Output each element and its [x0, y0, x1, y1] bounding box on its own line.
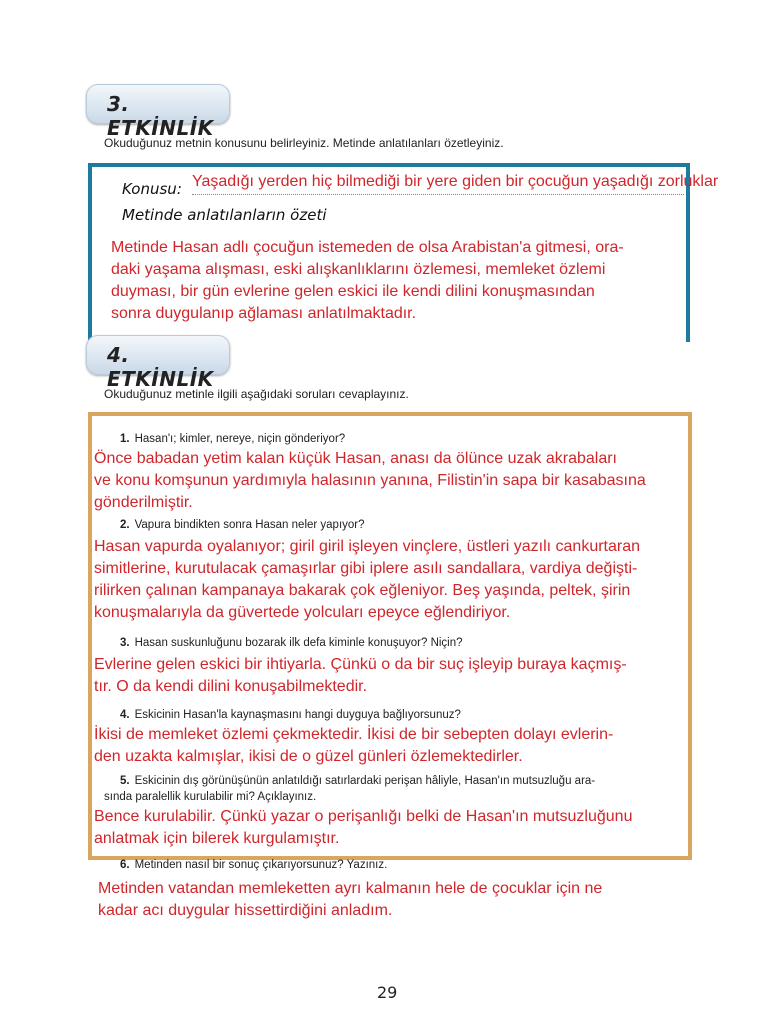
topic-answer: Yaşadığı yerden hiç bilmediği bir yere giden bir çocuğun yaşadığı zorluklar [192, 173, 719, 190]
answer-2: Hasan vapurda oyalanıyor; giril giril işleyen vinçlere, üstleri yazılı cankurtaran simitlerine, kurutulacak çamaşırlar gibi iplere asılı sandallara, vardiya değişti- rilirken çalınan kampanaya bakarak çok eğleniyor. Beş yaşında, peltek, şirin konuşmalarıyla da güvertede yolcuları epeyce eğlendiriyor. [94, 538, 641, 621]
summary-label: Metinde anlatılanların özeti [122, 206, 327, 224]
topic-label: Konusu: [122, 180, 182, 198]
summary-line: duyması, bir gün evlerine gelen eskici ile kendi dilini konuşmasından [111, 283, 595, 300]
summary-line: sonra duygulanıp ağlaması anlatılmaktadır. [111, 305, 417, 322]
answer-3: Evlerine gelen eskici bir ihtiyarla. Çünkü o da bir suç işleyip buraya kaçmış- tır. O da kendi dilini konuşabilmektedir. [94, 656, 627, 695]
question-2: 2. Vapura bindikten sonra Hasan neler yapıyor? [120, 519, 365, 531]
question-5-cont: sında paralellik kurulabilir mi? Açıklayınız. [104, 791, 317, 803]
question-6: 6. Metinden nasıl bir sonuç çıkarıyorsunuz? Yazınız. [120, 859, 388, 871]
summary-line: Metinde Hasan adlı çocuğun istemeden de olsa Arabistan'a gitmesi, ora- [111, 239, 624, 256]
answer-1: Önce babadan yetim kalan küçük Hasan, anası da ölünce uzak akrabaları ve konu komşunun yardımıyla halasının yanına, Filistin'in sapa bir kasabasına gönderilmiştir. [94, 450, 646, 511]
summary-answer [111, 237, 624, 325]
summary-line: daki yaşama alışması, eski alışkanlıklarını özlemesi, memleket özlemi [111, 261, 606, 278]
answer-5: Bence kurulabilir. Çünkü yazar o perişanlığı belki de Hasan'ın mutsuzluğunu anlatmak için bilerek kurgulamıştır. [94, 808, 633, 847]
activity-4-badge [86, 335, 230, 391]
question-3: 3. Hasan suskunluğunu bozarak ilk defa kiminle konuşuyor? Niçin? [120, 637, 463, 649]
activity-3-badge [86, 84, 230, 140]
page-number: 29 [377, 983, 398, 1002]
activity-3-instruction: Okuduğunuz metnin konusunu belirleyiniz. Metinde anlatılanları özetleyiniz. [104, 136, 504, 150]
question-5: 5. Eskicinin dış görünüşünün anlatıldığı satırlardaki perişan hâliyle, Hasan'ın mutsuzluğu ara- [120, 775, 596, 787]
answer-6: Metinden vatandan memleketten ayrı kalmanın hele de çocuklar için ne kadar acı duygular hissettirdiğini anladım. [98, 880, 603, 919]
answer-4: İkisi de memleket özlemi çekmektedir. İkisi de bir sebepten dolayı evlerin- den uzakta kalmışlar, ikisi de o güzel günleri özlemektedirler. [94, 726, 614, 765]
question-1: 1. Hasan'ı; kimler, nereye, niçin gönderiyor? [120, 433, 346, 445]
question-4: 4. Eskicinin Hasan'la kaynaşmasını hangi duyguya bağlıyorsunuz? [120, 709, 461, 721]
activity-3-title: 3. ETKİNLİK [107, 92, 214, 140]
activity-4-instruction: Okuduğunuz metinle ilgili aşağıdaki soruları cevaplayınız. [104, 387, 409, 401]
topic-line [192, 194, 684, 195]
activity-4-title: 4. ETKİNLİK [107, 343, 214, 391]
